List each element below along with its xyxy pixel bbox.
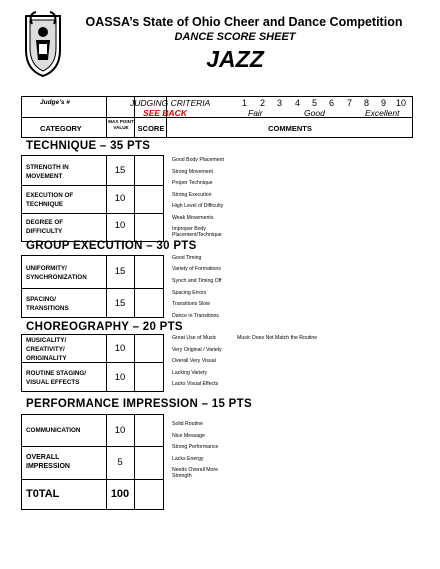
comment[interactable]: Synch and Timing Off [172, 278, 222, 284]
judge-number-label: Judge’s # [40, 99, 70, 106]
dance-category-name: JAZZ [206, 46, 264, 72]
comment[interactable]: Strong Execution [172, 192, 212, 198]
group-execution-table [21, 255, 164, 318]
judging-criteria-label: JUDGING CRITERIA [130, 98, 211, 108]
scale-10: 10 [396, 98, 407, 108]
divider [22, 117, 412, 118]
divider [22, 446, 163, 447]
max-value: 5 [117, 457, 123, 468]
section-title-technique: TECHNIQUE – 35 PTS [26, 140, 151, 152]
technique-table [21, 155, 164, 242]
comment[interactable]: Good Timing [172, 255, 202, 261]
total-label: T0TAL [26, 488, 60, 500]
comment[interactable]: Solid Routine [172, 421, 203, 427]
category-uniformity-synchronization: UNIFORMITY/ SYNCHRONIZATION [26, 265, 87, 281]
performance-impression-table [21, 414, 164, 510]
divider [134, 256, 135, 317]
scale-9: 9 [381, 98, 387, 108]
divider [134, 335, 135, 391]
scale-5: 5 [312, 98, 318, 108]
section-title-performance-impression: PERFORMANCE IMPRESSION – 15 PTS [26, 398, 252, 410]
col-comments: COMMENTS [268, 124, 312, 133]
max-value: 10 [114, 343, 126, 354]
comment[interactable]: Weak Movements [172, 215, 214, 221]
divider [22, 288, 163, 289]
choreography-table [21, 334, 164, 392]
section-title-group-execution: GROUP EXECUTION – 30 PTS [26, 240, 197, 252]
page-title: OASSA’s State of Ohio Cheer and Dance Competition [85, 15, 403, 29]
col-max-points: MAX POINT VALUE [108, 119, 134, 130]
comment[interactable]: Needs Overall More Strength [172, 467, 219, 479]
comment[interactable]: Variety of Formations [172, 266, 221, 272]
max-value: 15 [114, 266, 126, 277]
comment[interactable]: Overall Very Visual [172, 358, 216, 364]
category-execution-of-technique: EXECUTION OF TECHNIQUE [26, 192, 74, 208]
scale-1: 1 [242, 98, 248, 108]
comment[interactable]: Spacing Errors [172, 290, 207, 296]
section-title-choreography: CHOREOGRAPHY – 20 PTS [26, 321, 183, 333]
category-communication: COMMUNICATION [26, 427, 81, 434]
comment[interactable]: Lacking Variety [172, 370, 208, 376]
comment[interactable]: Great Use of Music [172, 335, 217, 341]
max-value: 15 [114, 298, 126, 309]
comment[interactable]: Lacks Visual Effects [172, 381, 219, 387]
divider [22, 185, 163, 186]
comment[interactable]: Nice Message [172, 433, 205, 439]
category-spacing-transitions: SPACING/ TRANSITIONS [26, 296, 69, 312]
scale-excellent: Excellent [365, 108, 400, 118]
divider [134, 156, 135, 241]
comment[interactable]: Proper Technique [172, 180, 213, 186]
divider [22, 479, 163, 480]
comment[interactable]: Good Body Placement [172, 157, 224, 163]
divider [22, 213, 163, 214]
scale-7: 7 [347, 98, 353, 108]
scale-2: 2 [260, 98, 266, 108]
category-strength-in-movement: STRENGTH IN MOVEMENT [26, 164, 69, 180]
page-subtitle: DANCE SCORE SHEET [174, 31, 296, 43]
comment[interactable]: Improper Body Placement/Technique [172, 226, 222, 238]
comment[interactable]: Transitions Slow [172, 301, 210, 307]
comment[interactable]: High Level of Difficulty [172, 203, 224, 209]
category-overall-impression: OVERALL IMPRESSION [26, 454, 70, 470]
max-value: 10 [114, 425, 126, 436]
max-value: 15 [114, 165, 126, 176]
max-value: 10 [114, 193, 126, 204]
total-value: 100 [110, 488, 130, 500]
scale-6: 6 [329, 98, 335, 108]
max-value: 10 [114, 220, 126, 231]
scale-fair: Fair [248, 108, 263, 118]
comment[interactable]: Strong Movement [172, 169, 213, 175]
col-category: CATEGORY [40, 124, 82, 133]
category-musicality-creativity-originality: MUSICALITY/ CREATIVITY/ ORIGINALITY [26, 337, 67, 362]
comment[interactable]: Strong Performance [172, 444, 219, 450]
comment[interactable]: Lacks Energy [172, 456, 204, 462]
comment[interactable]: Music Does Not Match the Routine [237, 335, 318, 341]
score-header [21, 96, 413, 138]
scale-3: 3 [277, 98, 283, 108]
col-score: SCORE [137, 124, 165, 133]
category-routine-staging-visual-effects: ROUTINE STAGING/ VISUAL EFFECTS [26, 370, 87, 386]
scale-8: 8 [364, 98, 370, 108]
scale-4: 4 [295, 98, 301, 108]
comment[interactable]: Dance in Transitions [172, 313, 219, 319]
comment[interactable]: Very Original / Variety [172, 347, 222, 353]
max-value: 10 [114, 372, 126, 383]
divider [134, 415, 135, 509]
see-back-note: SEE BACK [143, 108, 187, 118]
scale-good: Good [304, 108, 325, 118]
category-degree-of-difficulty: DEGREE OF DIFFICULTY [26, 219, 64, 235]
